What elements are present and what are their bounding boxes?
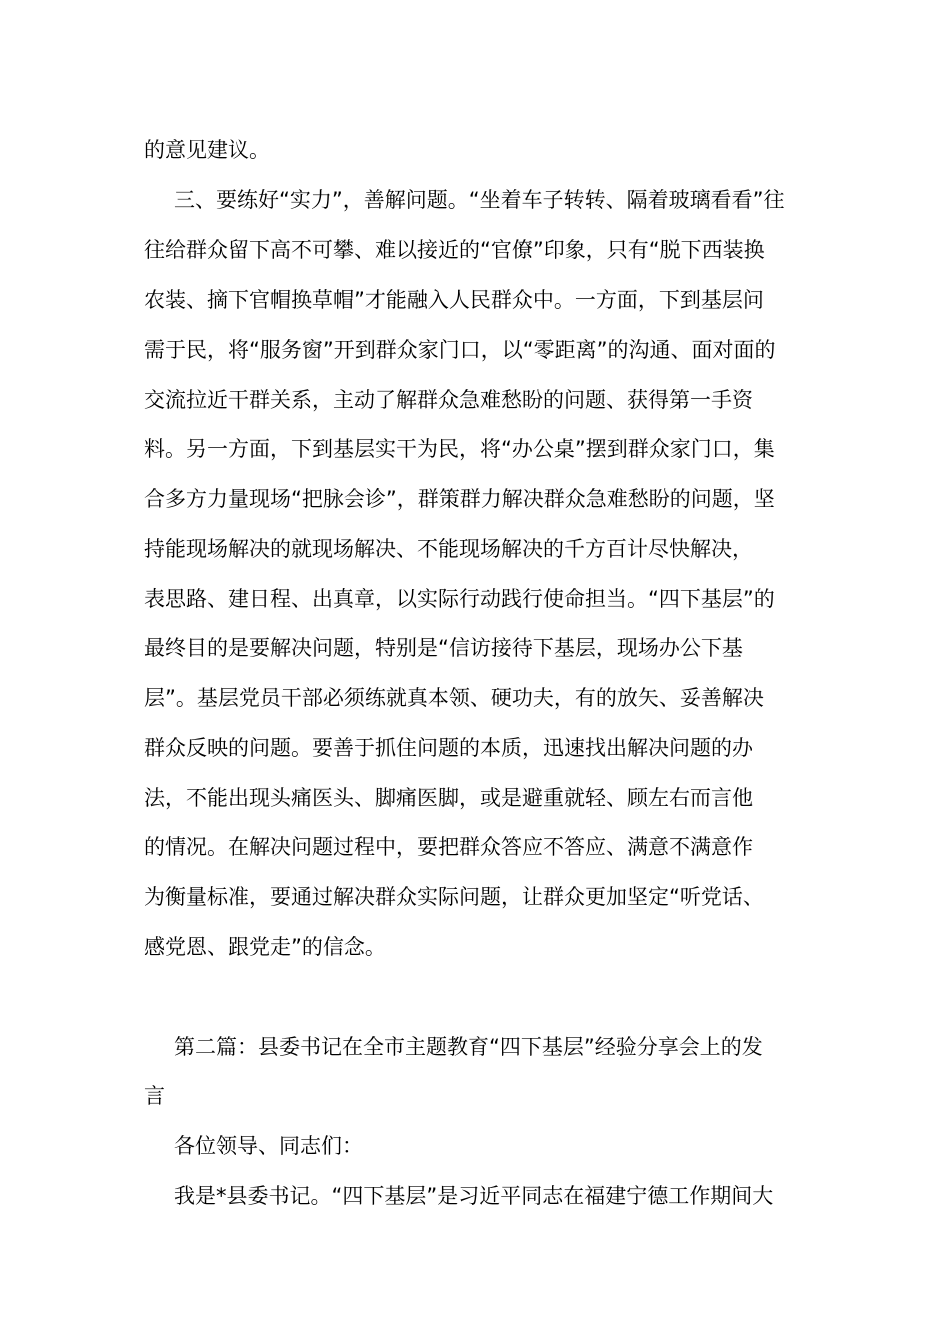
section-title-continued: 言: [144, 1084, 165, 1108]
text-line: 的情况。在解决问题过程中，要把群众答应不答应、满意不满意作: [144, 835, 753, 859]
text-line: 表思路、建日程、出真章，以实际行动践行使命担当。“四下基层”的: [144, 587, 775, 611]
text-line: 最终目的是要解决问题，特别是“信访接待下基层，现场办公下基: [144, 636, 743, 660]
text-line: 我是*县委书记。“四下基层”是习近平同志在福建宁德工作期间大: [174, 1184, 774, 1208]
text-line: 需于民，将“服务窗”开到群众家门口，以“零距离”的沟通、面对面的: [144, 338, 776, 362]
text-line: 农装、摘下官帽换草帽”才能融入人民群众中。一方面，下到基层问: [144, 288, 764, 312]
text-line: 三、要练好“实力”，善解问题。“坐着车子转转、隔着玻璃看看”往: [174, 188, 785, 212]
text-line: 群众反映的问题。要善于抓住问题的本质，迅速找出解决问题的办: [144, 736, 753, 760]
section-title: 第二篇：县委书记在全市主题教育“四下基层”经验分享会上的发: [174, 1035, 763, 1059]
text-line: 为衡量标准，要通过解决群众实际问题，让群众更加坚定“听党话、: [144, 885, 764, 909]
text-line: 合多方力量现场“把脉会诊”，群策群力解决群众急难愁盼的问题，坚: [144, 487, 775, 511]
text-line: 交流拉近干群关系，主动了解群众急难愁盼的问题、获得第一手资: [144, 388, 753, 412]
salutation: 各位领导、同志们：: [174, 1134, 363, 1158]
text-line: 法，不能出现头痛医头、脚痛医脚，或是避重就轻、顾左右而言他: [144, 786, 753, 810]
text-line: 层”。基层党员干部必须练就真本领、硬功夫，有的放矢、妥善解决: [144, 686, 764, 710]
text-line: 感党恩、跟党走”的信念。: [144, 935, 386, 959]
text-line: 的意见建议。: [144, 138, 270, 162]
text-line: 持能现场解决的就现场解决、不能现场解决的千方百计尽快解决，: [144, 537, 753, 561]
text-line: 往给群众留下高不可攀、难以接近的“官僚”印象，只有“脱下西装换: [144, 238, 765, 262]
text-line: 料。另一方面，下到基层实干为民，将“办公桌”摆到群众家门口，集: [144, 437, 775, 461]
